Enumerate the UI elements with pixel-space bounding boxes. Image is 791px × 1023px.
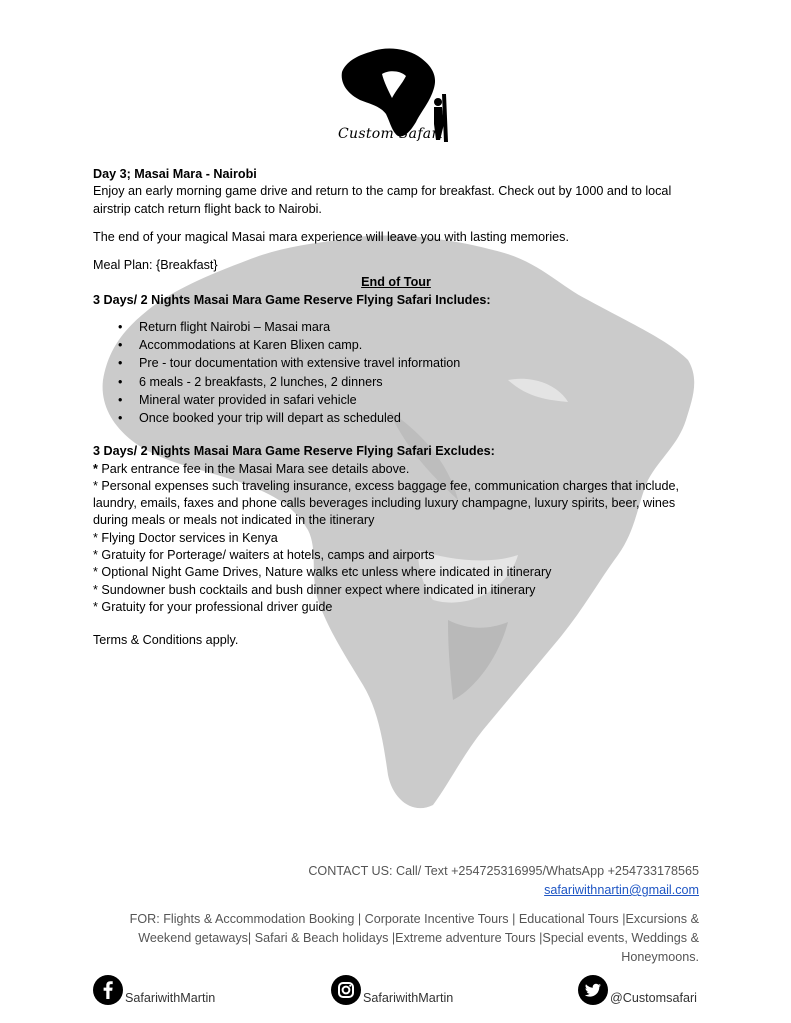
list-item: • Once booked your trip will depart as scheduled <box>118 409 699 427</box>
instagram-link[interactable] <box>331 975 453 1005</box>
bullet-icon: • <box>118 392 123 407</box>
facebook-handle: SafariwithMartin <box>125 991 216 1005</box>
facebook-link[interactable] <box>93 975 215 1005</box>
exclude-item: * Flying Doctor services in Kenya <box>93 530 278 545</box>
list-item: • Mineral water provided in safari vehicle <box>118 391 699 409</box>
list-item: • Accommodations at Karen Blixen camp. <box>118 336 699 354</box>
bullet-icon: • <box>118 320 123 335</box>
closing-sentence: The end of your magical Masai mara experience will leave you with lasting memories. <box>93 229 569 244</box>
meal-plan: Meal Plan: {Breakfast} <box>93 258 218 273</box>
services-line: Honeymoons. <box>621 950 699 964</box>
twitter-link[interactable] <box>578 975 697 1005</box>
exclude-item: * Personal expenses such traveling insurance, excess baggage fee, communication charges that include, laundry, emails, faxes and phone calls beverages including luxury champagne, luxury spirits, beer, wines during meals or meals not indicated in the itinerary <box>93 478 679 528</box>
contact-block <box>93 862 699 900</box>
itinerary-content <box>93 166 699 650</box>
list-item: • Pre - tour documentation with extensive travel information <box>118 354 699 372</box>
contact-phone-line: CONTACT US: Call/ Text +254725316995/WhatsApp +254733178565 <box>308 864 699 878</box>
services-line: Weekend getaways| Safari & Beach holidays |Extreme adventure Tours |Special events, Weddings & <box>138 931 699 945</box>
day-description: Enjoy an early morning game drive and return to the camp for breakfast. Check out by 1000 and to local airstrip catch return flight back to Nairobi. <box>93 184 672 216</box>
logo-wordmark: Custom Safari <box>338 126 444 142</box>
exclude-item: * Gratuity for your professional driver guide <box>93 599 333 614</box>
services-line: FOR: Flights & Accommodation Booking | Corporate Incentive Tours | Educational Tours |Excursions & <box>129 912 699 926</box>
includes-heading: 3 Days/ 2 Nights Masai Mara Game Reserve Flying Safari Includes: <box>93 292 491 307</box>
exclude-item: * Park entrance fee in the Masai Mara see details above. <box>93 461 410 476</box>
includes-list <box>93 318 699 427</box>
exclude-item: * Gratuity for Porterage/ waiters at hotels, camps and airports <box>93 548 435 563</box>
instagram-handle: SafariwithMartin <box>363 991 454 1005</box>
day-title: Day 3; Masai Mara - Nairobi <box>93 167 257 181</box>
instagram-icon <box>331 975 361 1005</box>
exclude-item: * Sundowner bush cocktails and bush dinner expect where indicated in itinerary <box>93 582 536 597</box>
bullet-icon: • <box>118 356 123 371</box>
list-item: • 6 meals - 2 breakfasts, 2 lunches, 2 dinners <box>118 373 699 391</box>
email-link[interactable]: safariwithnartin@gmail.com <box>544 883 699 897</box>
bullet-icon: • <box>118 338 123 353</box>
services-block <box>93 910 699 967</box>
twitter-handle: @Customsafari <box>610 991 697 1005</box>
bullet-icon: • <box>118 411 123 426</box>
exclude-item: * Optional Night Game Drives, Nature walks etc unless where indicated in itinerary <box>93 565 552 580</box>
twitter-icon <box>578 975 608 1005</box>
bullet-icon: • <box>118 374 123 389</box>
list-item: • Return flight Nairobi – Masai mara <box>118 318 699 336</box>
facebook-icon <box>93 975 123 1005</box>
terms-conditions: Terms & Conditions apply. <box>93 633 239 648</box>
end-of-tour-heading: End of Tour <box>361 275 431 290</box>
excludes-heading: 3 Days/ 2 Nights Masai Mara Game Reserve Flying Safari Excludes: <box>93 444 495 459</box>
